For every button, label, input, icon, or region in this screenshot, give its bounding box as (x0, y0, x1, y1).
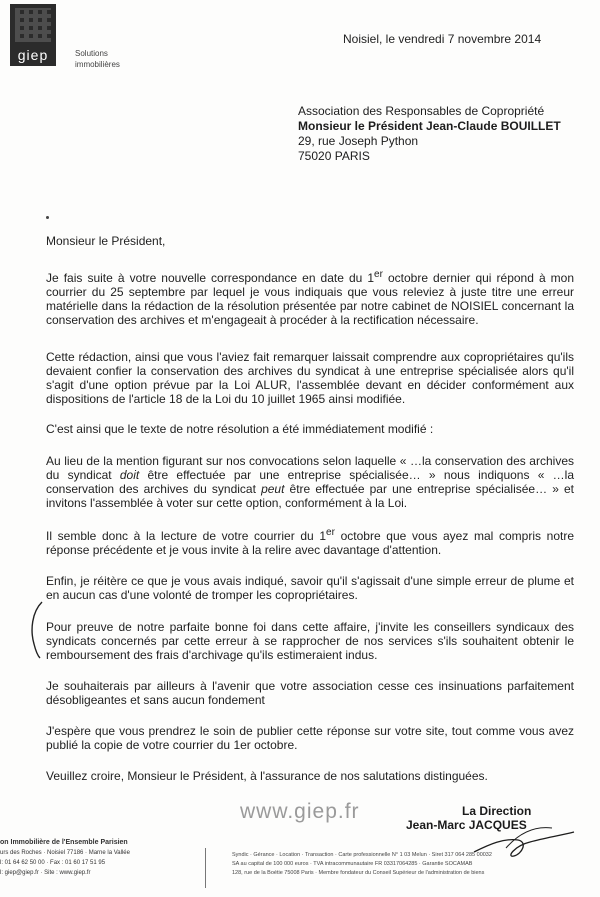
salutation: Monsieur le Président, (46, 234, 166, 248)
paragraph-8: Je souhaiterais par ailleurs à l'avenir que votre association cesse ces insinuations parfaitement désobligeantes et sans aucun fondement (46, 679, 574, 707)
website-address: www.giep.fr (240, 800, 360, 823)
footer-legal-line-2: SA au capital de 100 000 euros · TVA intracommunautaire FR 03317064285 · Garantie SOCAMAB (232, 861, 473, 867)
addressee-name: Monsieur le Président Jean-Claude BOUILLET (298, 119, 561, 133)
paragraph-5-superscript: er (326, 527, 335, 538)
letter-date: Noisiel, le vendredi 7 novembre 2014 (343, 32, 542, 46)
scan-dot (46, 216, 49, 219)
paragraph-2: Cette rédaction, ainsi que vous l'aviez fait remarquer laissait comprendre aux copropriétaires qu'ils devaient confier la conservation des archives du syndicat à une entreprise spécialisée alors qu'il s'agit d'une option prévue par la Loi ALUR, l'assemblée devant en décider conformément aux dispositions de l'article 18 de la Loi du 10 juillet 1965 ainsi modifiée. (46, 350, 574, 406)
footer-company-info (0, 838, 200, 878)
paragraph-5-part-b: octobre que vous ayez mal compris notre réponse précédente et je vous invite à la relire avec davantage d'attention. (46, 529, 574, 557)
paragraph-5-part-a: Il semble donc à la lecture de votre courrier du 1 (46, 529, 327, 543)
addressee-block (298, 104, 561, 164)
paragraph-1-part-a: Je fais suite à votre nouvelle correspondance en date du 1 (46, 271, 375, 285)
signatory-name: Jean-Marc JACQUES (406, 818, 527, 832)
paragraph-5 (46, 526, 574, 557)
footer-legal-line-1: Syndic · Gérance · Location · Transaction · Carte professionnelle N° 1 03 Melun · Siret 317 064 285 00032 (232, 852, 492, 858)
paragraph-4-emphasis-doit: doit (119, 468, 140, 482)
giep-logo (10, 4, 56, 66)
paragraph-9: J'espère que vous prendrez le soin de publier cette réponse sur votre site, tout comme vous avez publié la copie de votre courrier du 1er octobre. (46, 724, 574, 752)
paragraph-4-part-b: être effectuée par une entreprise spécialisée… » nous indiquons « …la conservation des archives du syndicat (46, 468, 574, 496)
paragraph-1 (46, 268, 574, 327)
paragraph-1-part-b: octobre dernier qui répond à mon courrier du 25 septembre par lequel je vous indiquais que vous releviez à juste titre une erreur matérielle dans la rédaction de la résolution présentée par notre cabinet de NOISIEL concernant la conservation des archives et m'engageait à procéder à la rectification nécessaire. (46, 271, 575, 327)
paragraph-3: C'est ainsi que le texte de notre résolution a été immédiatement modifié : (46, 422, 434, 436)
handwritten-bracket-mark (26, 600, 46, 660)
paragraph-4 (46, 454, 574, 510)
footer-legal-line-3: 128, rue de la Boétie 75008 Paris · Membre fondateur du Conseil Supérieur de l'administration de biens (232, 870, 485, 876)
logo-pattern (15, 8, 51, 42)
addressee-organization: Association des Responsables de Copropriété (298, 104, 545, 118)
footer-legal-info (232, 851, 592, 878)
footer-address: urs des Roches · Noisiel 77186 · Marne la Vallée (0, 850, 130, 856)
logo-text: giep (17, 47, 49, 63)
paragraph-1-superscript: er (374, 269, 383, 280)
closing-formula: Veuillez croire, Monsieur le Président, à l'assurance de nos salutations distinguées. (46, 769, 488, 783)
signature-title: La Direction (462, 804, 532, 818)
letter-body (46, 234, 574, 783)
footer-divider (205, 848, 206, 888)
addressee-city: 75020 PARIS (298, 149, 370, 163)
footer-company-name: on Immobilière de l'Ensemble Parisien (0, 839, 128, 846)
paragraph-4-part-a: Au lieu de la mention figurant sur nos convocations selon laquelle « …la conservation des archives du syndicat (46, 454, 574, 482)
paragraph-4-part-c: être effectuée par une entreprise spécialisée… » et invitons l'assemblée à voter sur cette option, conformément à la Loi. (46, 482, 575, 510)
paragraph-6: Enfin, je réitère ce que je vous avais indiqué, savoir qu'il s'agissait d'une simple erreur de plume et en aucun cas d'une volonté de tromper les copropriétaires. (46, 574, 574, 602)
addressee-street: 29, rue Joseph Python (298, 134, 419, 148)
paragraph-4-emphasis-peut: peut (261, 482, 285, 496)
footer-contact: l: giep@giep.fr · Site : www.giep.fr (0, 870, 91, 876)
company-tagline: Solutions immobilières (75, 49, 120, 69)
footer-phone: l: 01 64 62 50 00 · Fax : 01 60 17 51 95 (0, 860, 106, 866)
paragraph-7: Pour preuve de notre parfaite bonne foi dans cette affaire, j'invite les conseillers syndicaux des syndicats concernés par cette erreur à se rapprocher de nos services s'ils souhaitent obtenir le remboursement des frais d'archivage qu'ils estimeraient indus. (46, 620, 574, 662)
